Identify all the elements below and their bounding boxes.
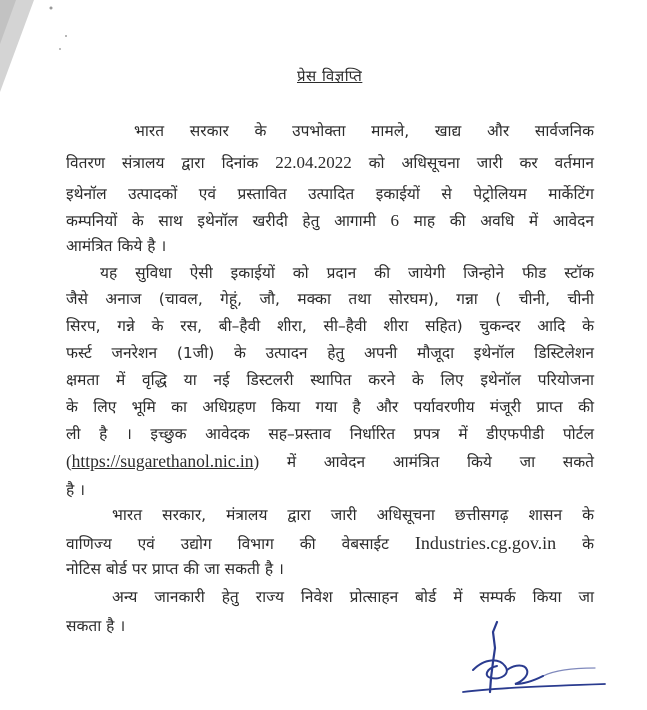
para4-line1: अन्य जानकारी हेतु राज्य निवेश प्रोत्साहन बोर्ड में सम्पर्क किया जा (112, 588, 594, 606)
para2-line1: यह सुविधा ऐसी इकाईयों को प्रदान की जायेगी जिन्होने फीड स्टॉक (100, 264, 594, 282)
para2-line9: है । (66, 481, 86, 499)
para3-line2: वाणिज्य एवं उद्योग विभाग की वेबसाईट Industries.cg.gov.in के (66, 533, 594, 553)
para1-line3: इथेनॉल उत्पादकों एवं प्रस्तावित उत्पादित इकाईयों से पेट्रोलियम मार्केटिंग (66, 185, 594, 203)
sugar-ethanol-portal-link[interactable]: https://sugarethanol.nic.in (71, 451, 254, 471)
para2-line2: जैसे अनाज (चावल, गेहूं, जौ, मक्का तथा सोरघम), गन्ना ( चीनी, चीनी (66, 290, 594, 308)
signature (455, 618, 615, 708)
notification-date: 22.04.2022 (275, 153, 352, 172)
duration-months: 6 (390, 211, 400, 230)
para2-line5: क्षमता में वृद्धि या नई डिस्टलरी स्थापित करने के लिए इथेनॉल परियोजना (66, 371, 594, 389)
para2-line6: के लिए भूमि का अधिग्रहण किया गया है और पर्यावरणीय मंजूरी प्राप्त की (66, 398, 594, 416)
page-title: प्रेस विज्ञप्ति (297, 67, 363, 85)
para2-line3: सिरप, गन्ने के रस, बी–हैवी शीरा, सी–हैवी शीरा सहित) चुकन्दर आदि के (66, 317, 594, 335)
para3-line1: भारत सरकार, मंत्रालय द्वारा जारी अधिसूचना छत्तीसगढ़ शासन के (112, 506, 594, 524)
para2-line8: (https://sugarethanol.nic.in) में आवेदन आमंत्रित किये जा सकते (66, 451, 594, 471)
para1-line5: आमंत्रित किये है । (66, 237, 167, 255)
para1-line4: कम्पनियों के साथ इथेनॉल खरीदी हेतु आगामी 6 माह की अवधि में आवेदन (66, 211, 594, 230)
scan-shadow (0, 0, 70, 130)
para3-line3: नोटिस बोर्ड पर प्राप्त की जा सकती है । (66, 560, 284, 578)
industries-website: Industries.cg.gov.in (414, 533, 557, 553)
para2-line4: फर्स्ट जनरेशन (1जी) के उत्पादन हेतु अपनी मौजूदा इथेनॉल डिस्टिलेशन (66, 344, 594, 362)
para2-line7: ली है । इच्छुक आवेदक सह–प्रस्ताव निर्धारित प्रपत्र में डीएफपीडी पोर्टल (66, 425, 594, 443)
para1-line2: वितरण संत्रालय द्वारा दिनांक 22.04.2022 को अधिसूचना जारी कर वर्तमान (66, 153, 594, 172)
para4-line2: सकता है । (66, 617, 126, 635)
para1-line1: भारत सरकार के उपभोक्ता मामले, खाद्य और सार्वजनिक (134, 122, 594, 140)
